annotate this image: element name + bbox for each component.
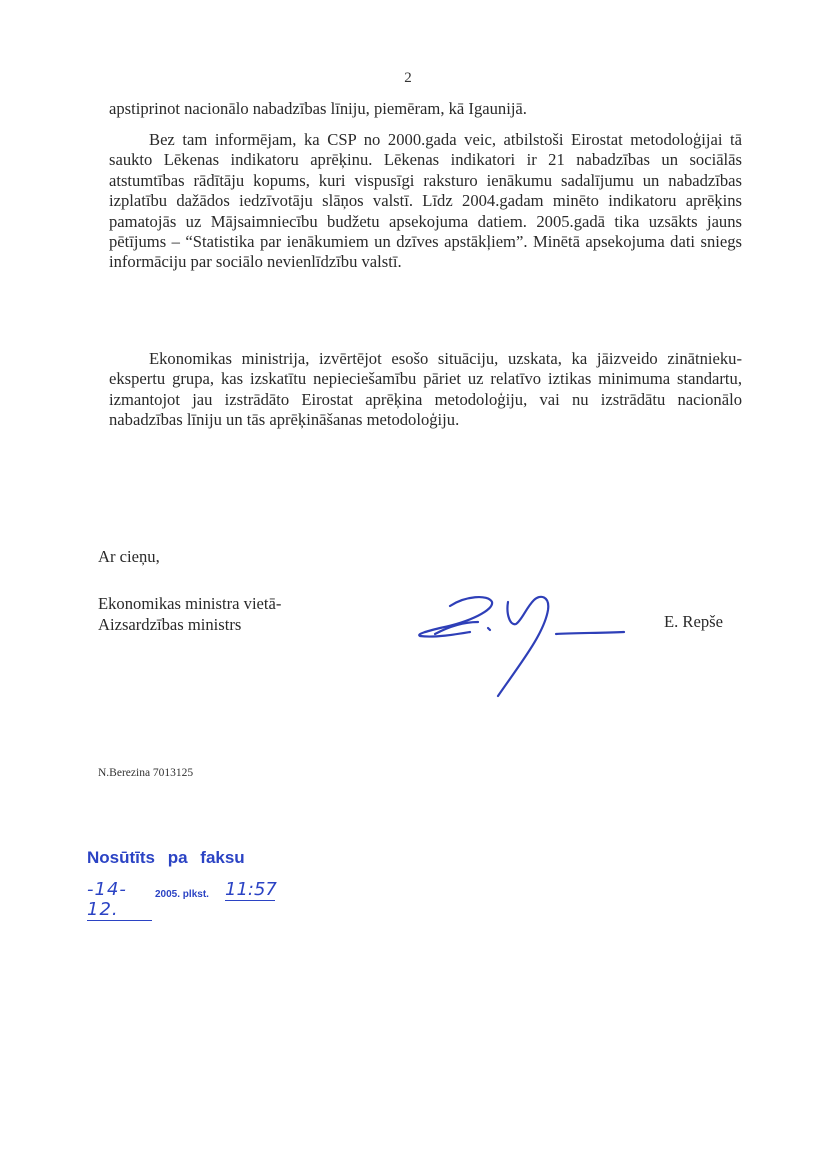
signature-stroke-1 <box>419 597 492 636</box>
page-number: 2 <box>404 70 412 86</box>
signatory-role <box>98 593 281 635</box>
contact-info: N.Berezina 7013125 <box>98 767 194 779</box>
role-line-1: Ekonomikas ministra vietā- <box>98 594 282 613</box>
signature-dot <box>488 628 490 630</box>
fax-stamp-line <box>87 876 287 920</box>
signature-stroke-3 <box>498 597 548 696</box>
continued-line: apstiprinot nacionālo nabadzības līniju, piemēram, kā Igaunijā. <box>109 99 527 118</box>
closing-greeting: Ar cieņu, <box>98 547 160 566</box>
fax-date: -14-12. <box>87 880 152 921</box>
fax-time: 11:57 <box>225 879 277 900</box>
signatory-name: E. Repše <box>664 612 723 631</box>
role-line-2: Aizsardzības ministrs <box>98 615 242 634</box>
fax-year-label: 2005. plkst. <box>155 889 209 900</box>
handwritten-signature <box>410 584 630 702</box>
paragraph-ministry-position: Ekonomikas ministrija, izvērtējot esošo situāciju, uzskata, ka jāizveido zinātnieku-ekspertu grupa, kas izskatītu nepieciešamību pāriet uz relatīvo iztikas minimuma standartu, izmantojot jau izstrādāto Eirostat aprēķina metodoloģiju, vai nu izstrādātu nacionālo nabadzības līniju un tās aprēķināšanas metodoloģiju. <box>109 349 742 430</box>
signature-stroke-4 <box>556 632 624 634</box>
paragraph-csp-info: Bez tam informējam, ka CSP no 2000.gada veic, atbilstoši Eirostat metodoloģijai tā saukto Lēkenas indikatoru aprēķinu. Lēkenas indikatori ir 21 nabadzības un sociālās atstumtības rādītāju kopums, kuri vispusīgi raksturo ienākumu sadalījumu un nabadzības izplatību dažādos iedzīvotāju slāņos valstī. Līdz 2004.gadam minēto indikatoru aprēķins pamatojās uz Mājsaimniecību budžetu apsekojuma datiem. 2005.gadā tika uzsākts jauns pētījums – “Statistika par ienākumiem un dzīves apstākļiem”. Minētā apsekojuma dati sniegs informāciju par sociālo nevienlīdzību valstī. <box>109 130 742 272</box>
fax-stamp-title: Nosūtīts pa faksu <box>87 848 245 867</box>
